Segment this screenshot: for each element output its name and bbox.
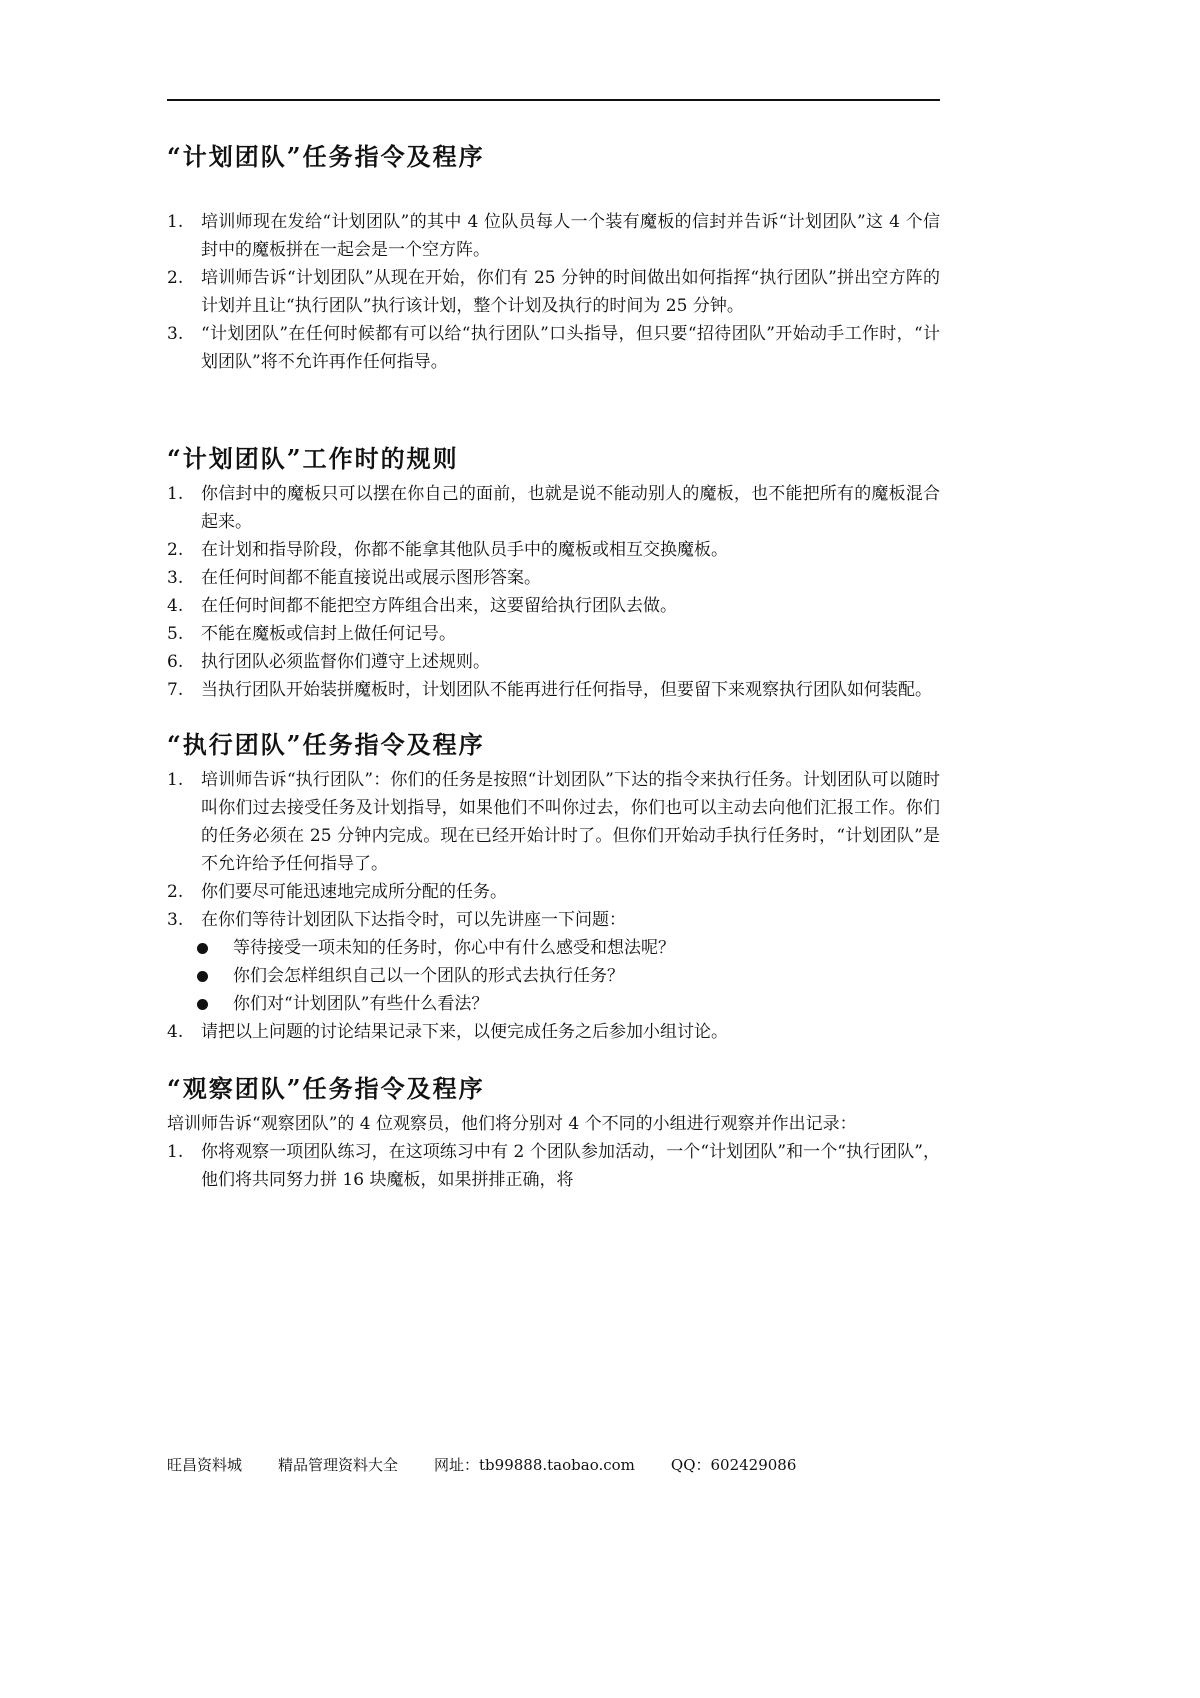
list-item: 1. 培训师现在发给“计划团队”的其中 4 位队员每人一个装有魔板的信封并告诉“计划团队”这 4 个信封中的魔板拼在一起会是一个空方阵。 bbox=[167, 212, 940, 260]
header-rule bbox=[167, 99, 940, 101]
execute-instructions-list-continued bbox=[167, 1018, 940, 1046]
discussion-bullets bbox=[167, 934, 940, 1018]
plan-instructions-list bbox=[167, 208, 940, 376]
list-item: 1. 你将观察一项团队练习，在这项练习中有 2 个团队参加活动，一个“计划团队”和一个“执行团队”，他们将共同努力拼 16 块魔板，如果拼排正确，将 bbox=[167, 1142, 940, 1190]
footer-slogan: 精品管理资料大全 bbox=[278, 1456, 399, 1474]
list-item: 5. 不能在魔板或信封上做任何记号。 bbox=[167, 624, 456, 644]
observe-intro: 培训师告诉“观察团队”的 4 位观察员，他们将分别对 4 个不同的小组进行观察并作出记录： bbox=[167, 1114, 857, 1134]
list-item: 2. 在计划和指导阶段，你都不能拿其他队员手中的魔板或相互交换魔板。 bbox=[167, 540, 728, 560]
list-item: 2. 你们要尽可能迅速地完成所分配的任务。 bbox=[167, 882, 507, 902]
list-item: 4. 请把以上问题的讨论结果记录下来，以便完成任务之后参加小组讨论。 bbox=[167, 1022, 728, 1042]
observe-instructions-list bbox=[167, 1138, 940, 1194]
bullet-dot-icon bbox=[197, 943, 208, 954]
bullet-dot-icon bbox=[197, 999, 208, 1010]
list-item: 4. 在任何时间都不能把空方阵组合出来，这要留给执行团队去做。 bbox=[167, 596, 677, 616]
list-item: 3. 在任何时间都不能直接说出或展示图形答案。 bbox=[167, 568, 541, 588]
footer-website: 网址：tb99888.taobao.com bbox=[434, 1456, 635, 1474]
bullet-item: 你们对“计划团队”有些什么看法？ bbox=[167, 990, 940, 1018]
bullet-dot-icon bbox=[197, 971, 208, 982]
document-body bbox=[167, 140, 940, 1194]
list-item: 3. 在你们等待计划团队下达指令时，可以先讲座一下问题： bbox=[167, 910, 626, 930]
section-title-observe-instructions: “观察团队”任务指令及程序 bbox=[167, 1074, 485, 1103]
section-title-execute-instructions: “执行团队”任务指令及程序 bbox=[167, 730, 485, 759]
bullet-item: 等待接受一项未知的任务时，你心中有什么感受和想法呢？ bbox=[167, 934, 940, 962]
page-footer bbox=[167, 1454, 832, 1476]
list-item: 3. “计划团队”在任何时候都有可以给“执行团队”口头指导，但只要“招待团队”开始动手工作时，“计划团队”将不允许再作任何指导。 bbox=[167, 324, 940, 372]
list-item: 1. 你信封中的魔板只可以摆在你自己的面前，也就是说不能动别人的魔板，也不能把所有的魔板混合起来。 bbox=[167, 484, 940, 532]
execute-instructions-list bbox=[167, 766, 940, 934]
section-title-plan-instructions: “计划团队”任务指令及程序 bbox=[167, 142, 485, 171]
plan-rules-list bbox=[167, 480, 940, 704]
list-item: 2. 培训师告诉“计划团队”从现在开始，你们有 25 分钟的时间做出如何指挥“执行团队”拼出空方阵的计划并且让“执行团队”执行该计划，整个计划及执行的时间为 25 分钟。 bbox=[167, 268, 940, 316]
list-item: 6. 执行团队必须监督你们遵守上述规则。 bbox=[167, 652, 490, 672]
bullet-item: 你们会怎样组织自己以一个团队的形式去执行任务？ bbox=[167, 962, 940, 990]
list-item: 7. 当执行团队开始装拼魔板时，计划团队不能再进行任何指导，但要留下来观察执行团队如何装配。 bbox=[167, 680, 932, 700]
footer-qq: QQ：602429086 bbox=[670, 1456, 797, 1474]
section-title-plan-rules: “计划团队”工作时的规则 bbox=[167, 444, 459, 473]
list-item: 1. 培训师告诉“执行团队”：你们的任务是按照“计划团队”下达的指令来执行任务。计划团队可以随时叫你们过去接受任务及计划指导，如果他们不叫你过去，你们也可以主动去向他们汇报工作。你们的任务必须在 25 分钟内完成。现在已经开始计时了。但你们开始动手执行任务时，“计划团队”是不允许给予任何指导了。 bbox=[167, 770, 940, 874]
footer-shop: 旺昌资料城 bbox=[167, 1456, 243, 1474]
